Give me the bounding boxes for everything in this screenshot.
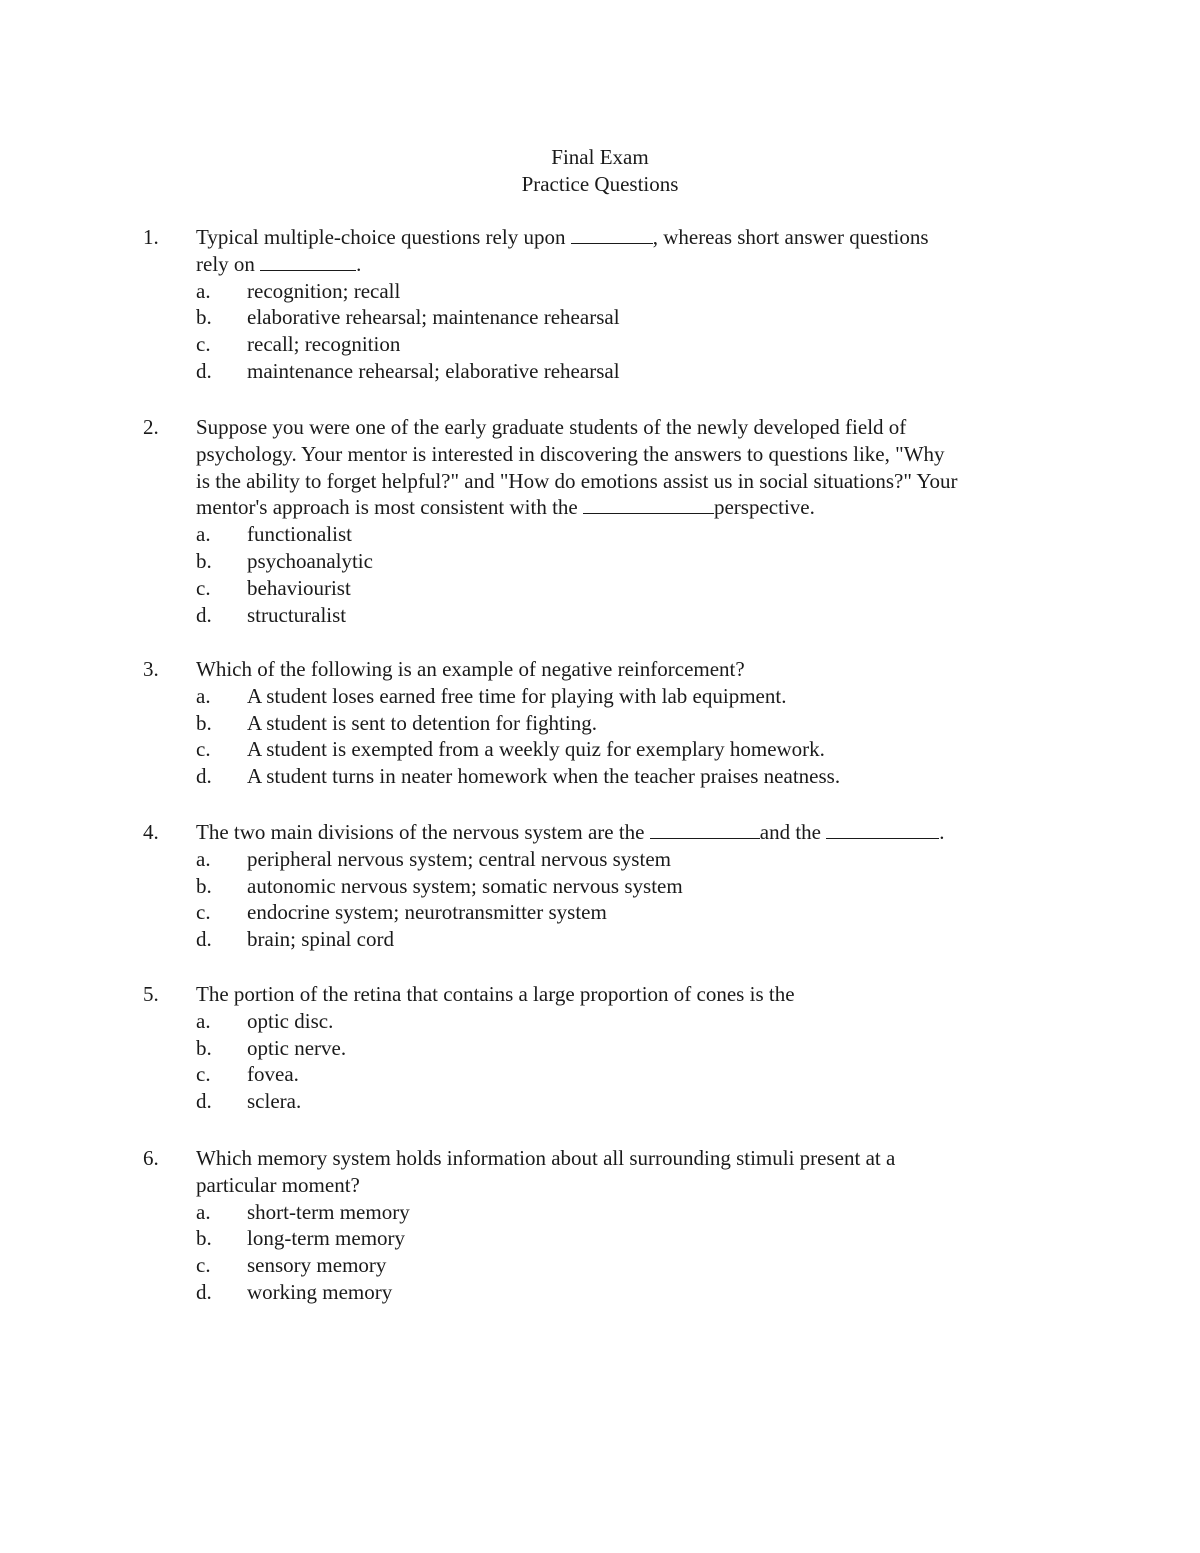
question-number: 2. [143, 415, 159, 439]
option-letter: a. [196, 522, 211, 547]
option-letter: d. [196, 1089, 212, 1114]
option-text: sclera. [247, 1089, 302, 1114]
answer-options [196, 683, 1096, 790]
answer-option [196, 602, 1096, 629]
option-letter: a. [196, 683, 211, 708]
option-letter: b. [196, 710, 212, 735]
answer-option [196, 1199, 1096, 1226]
option-letter: c. [196, 1253, 211, 1278]
stem-text: Which of the following is an example of negative reinforcement? [196, 657, 745, 681]
exam-title: Final Exam [551, 145, 649, 169]
option-text: optic disc. [247, 1008, 334, 1033]
option-letter: c. [196, 575, 211, 600]
option-text: peripheral nervous system; central nervous system [247, 846, 671, 871]
answer-option [196, 1035, 1096, 1062]
question-number: 3. [143, 657, 159, 681]
option-letter: b. [196, 873, 212, 898]
option-text: short-term memory [247, 1199, 410, 1224]
option-letter: d. [196, 927, 212, 952]
question-number: 5. [143, 982, 159, 1006]
stem-line [196, 251, 1066, 278]
stem-line [196, 819, 1066, 846]
stem-text: perspective. [713, 495, 815, 520]
answer-options [196, 846, 1096, 953]
answer-option [196, 846, 1096, 873]
question-number: 6. [143, 1146, 159, 1170]
option-text: brain; spinal cord [247, 927, 394, 952]
answer-blank [583, 495, 714, 514]
question-number: 1. [143, 225, 159, 249]
option-letter: a. [196, 278, 211, 303]
answer-option [196, 683, 1096, 710]
stem-text: Which memory system holds information about all surrounding stimuli present at a [196, 1146, 896, 1170]
answer-option [196, 1225, 1096, 1252]
option-letter: b. [196, 1226, 212, 1251]
option-letter: d. [196, 602, 212, 627]
option-text: fovea. [247, 1062, 299, 1087]
answer-option [196, 278, 1096, 305]
option-letter: b. [196, 305, 212, 330]
stem-text: The portion of the retina that contains a large proportion of cones is the [196, 982, 795, 1006]
option-text: recognition; recall [247, 278, 401, 303]
answer-option [196, 1252, 1096, 1279]
question-stem [196, 224, 1066, 278]
answer-blank [571, 225, 653, 244]
question-stem [196, 656, 1066, 683]
option-letter: b. [196, 548, 212, 573]
option-text: endocrine system; neurotransmitter system [247, 900, 607, 925]
option-letter: a. [196, 846, 211, 871]
answer-option [196, 548, 1096, 575]
stem-line [196, 1145, 1066, 1172]
option-text: behaviourist [247, 575, 351, 600]
answer-options [196, 1199, 1096, 1306]
option-text: A student is sent to detention for fighting. [247, 710, 597, 735]
answer-options [196, 1008, 1096, 1115]
option-letter: d. [196, 358, 212, 383]
exam-subtitle: Practice Questions [521, 172, 679, 196]
option-text: recall; recognition [247, 332, 401, 357]
option-letter: c. [196, 900, 211, 925]
option-text: long-term memory [247, 1226, 406, 1251]
answer-option [196, 873, 1096, 900]
answer-option [196, 899, 1096, 926]
answer-option [196, 710, 1096, 737]
stem-text: and the [759, 820, 827, 844]
option-letter: c. [196, 332, 211, 357]
answer-blank [260, 252, 356, 271]
option-letter: d. [196, 764, 212, 789]
option-text: sensory memory [247, 1253, 387, 1278]
answer-blank [650, 820, 760, 839]
question-stem [196, 981, 1066, 1008]
stem-line [196, 981, 1066, 1008]
question-stem [196, 819, 1066, 846]
stem-text: Typical multiple-choice questions rely upon [196, 225, 571, 249]
option-text: A student loses earned free time for playing with lab equipment. [247, 683, 787, 708]
answer-options [196, 521, 1096, 628]
answer-option [196, 575, 1096, 602]
option-text: A student turns in neater homework when the teacher praises neatness. [247, 764, 841, 789]
stem-text: Suppose you were one of the early graduate students of the newly developed field of [196, 415, 907, 439]
option-letter: d. [196, 1279, 212, 1304]
stem-text: is the ability to forget helpful?" and "How do emotions assist us in social situations?" Your [196, 468, 958, 493]
option-text: A student is exempted from a weekly quiz for exemplary homework. [247, 737, 825, 762]
option-letter: c. [196, 737, 211, 762]
answer-blank [826, 820, 939, 839]
stem-text: particular moment? [196, 1172, 360, 1197]
stem-line [196, 414, 1066, 441]
option-letter: c. [196, 1062, 211, 1087]
option-text: maintenance rehearsal; elaborative rehearsal [247, 358, 620, 383]
answer-option [196, 736, 1096, 763]
option-text: autonomic nervous system; somatic nervous system [247, 873, 683, 898]
answer-option [196, 1279, 1096, 1306]
answer-option [196, 358, 1096, 385]
question-stem [196, 1145, 1066, 1199]
answer-option [196, 521, 1096, 548]
option-text: psychoanalytic [247, 548, 373, 573]
answer-option [196, 763, 1096, 790]
stem-line [196, 468, 1066, 495]
stem-text: The two main divisions of the nervous system are the [196, 820, 650, 844]
answer-options [196, 278, 1096, 385]
option-text: structuralist [247, 602, 347, 627]
stem-line [196, 494, 1066, 521]
stem-text: mentor's approach is most consistent with the [196, 495, 583, 520]
answer-option [196, 331, 1096, 358]
stem-text: psychology. Your mentor is interested in discovering the answers to questions like, "Why [196, 441, 945, 466]
option-letter: a. [196, 1008, 211, 1033]
question-stem [196, 414, 1066, 521]
stem-line [196, 656, 1066, 683]
answer-option [196, 1088, 1096, 1115]
option-text: optic nerve. [247, 1035, 347, 1060]
stem-line [196, 224, 1066, 251]
answer-option [196, 304, 1096, 331]
option-text: functionalist [247, 522, 352, 547]
stem-line [196, 441, 1066, 468]
option-letter: a. [196, 1199, 211, 1224]
stem-text: , whereas short answer questions [652, 225, 929, 249]
answer-option [196, 1061, 1096, 1088]
answer-option [196, 926, 1096, 953]
answer-option [196, 1008, 1096, 1035]
option-letter: b. [196, 1035, 212, 1060]
stem-text: . [939, 820, 945, 844]
option-text: working memory [247, 1279, 393, 1304]
stem-text: rely on [196, 251, 261, 276]
stem-line [196, 1172, 1066, 1199]
stem-text: . [356, 251, 362, 276]
option-text: elaborative rehearsal; maintenance rehearsal [247, 305, 620, 330]
question-number: 4. [143, 820, 159, 844]
